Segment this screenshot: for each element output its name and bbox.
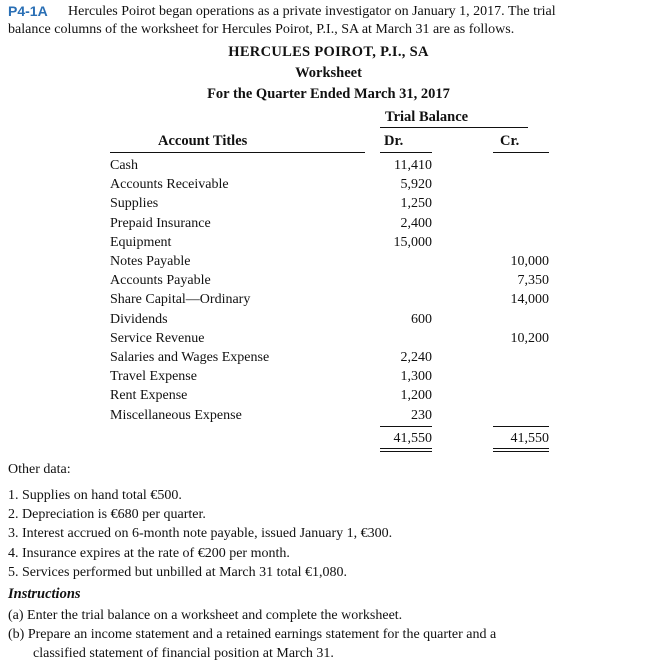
debit-amount: 1,200: [400, 388, 432, 404]
col-cr: Cr.: [500, 133, 520, 149]
intro-line-2: balance columns of the worksheet for Hercules Poirot, P.I., SA at March 31 are as follows.: [8, 22, 515, 37]
double-rule-dr-2: [380, 451, 432, 452]
account-title: Miscellaneous Expense: [110, 407, 242, 423]
debit-amount: 15,000: [393, 234, 432, 250]
debit-amount: 11,410: [394, 158, 432, 173]
account-title: Prepaid Insurance: [110, 215, 211, 231]
credit-amount: 14,000: [510, 292, 549, 308]
double-rule-cr-1: [493, 448, 549, 449]
total-rule-dr: [380, 426, 432, 427]
other-data-item: 2. Depreciation is €680 per quarter.: [8, 507, 206, 523]
other-data-item: 1. Supplies on hand total €500.: [8, 488, 182, 503]
double-rule-cr-2: [493, 451, 549, 452]
problem-id: P4-1A: [8, 3, 48, 19]
account-title: Notes Payable: [110, 254, 191, 269]
instruction-a: (a) Enter the trial balance on a worksheet and complete the worksheet.: [8, 608, 403, 623]
col-dr: Dr.: [384, 133, 404, 149]
worksheet-title: Worksheet: [295, 65, 362, 81]
double-rule-dr-1: [380, 448, 432, 449]
other-data-item: 5. Services performed but unbilled at March 31 total €1,080.: [8, 564, 348, 580]
other-data-item: 3. Interest accrued on 6-month note payable, issued January 1, €300.: [8, 526, 393, 542]
header-rule-account: [110, 152, 365, 153]
instruction-b-line2: classified statement of financial position at March 31.: [33, 646, 334, 661]
worksheet-period: For the Quarter Ended March 31, 2017: [207, 86, 450, 102]
header-rule-cr: [493, 152, 549, 153]
col-account-titles: Account Titles: [158, 133, 248, 149]
debit-amount: 1,300: [400, 369, 432, 385]
account-title: Travel Expense: [110, 369, 197, 385]
total-cr: 41,550: [510, 431, 549, 446]
credit-amount: 10,200: [510, 330, 549, 346]
account-title: Supplies: [110, 196, 159, 212]
other-data-heading: Other data:: [8, 462, 71, 477]
account-title: Salaries and Wages Expense: [110, 350, 270, 365]
account-title: Rent Expense: [110, 388, 188, 404]
credit-amount: 7,350: [517, 273, 549, 289]
account-title: Accounts Receivable: [110, 177, 229, 193]
company-name: HERCULES POIROT, P.I., SA: [228, 44, 429, 60]
debit-amount: 5,920: [400, 177, 432, 193]
account-title: Share Capital—Ordinary: [110, 292, 251, 308]
debit-amount: 1,250: [400, 196, 432, 212]
debit-amount: 2,400: [400, 215, 432, 231]
account-title: Equipment: [110, 234, 172, 250]
account-title: Cash: [110, 158, 138, 173]
other-data-item: 4. Insurance expires at the rate of €200 per month.: [8, 545, 290, 561]
debit-amount: 600: [411, 311, 432, 327]
total-dr: 41,550: [393, 431, 432, 446]
instructions-heading: Instructions: [8, 586, 81, 602]
debit-amount: 230: [411, 407, 432, 423]
credit-amount: 10,000: [510, 254, 549, 269]
group-header-rule: [380, 127, 528, 128]
debit-amount: 2,240: [400, 350, 432, 365]
header-rule-dr: [380, 152, 432, 153]
account-title: Dividends: [110, 311, 168, 327]
trial-balance-header: Trial Balance: [385, 109, 469, 125]
account-title: Accounts Payable: [110, 273, 211, 289]
total-rule-cr: [493, 426, 549, 427]
instruction-b-line1: (b) Prepare an income statement and a retained earnings statement for the quarter and a: [8, 627, 497, 642]
intro-line-1: Hercules Poirot began operations as a private investigator on January 1, 2017. The trial: [68, 4, 556, 19]
account-title: Service Revenue: [110, 330, 205, 346]
